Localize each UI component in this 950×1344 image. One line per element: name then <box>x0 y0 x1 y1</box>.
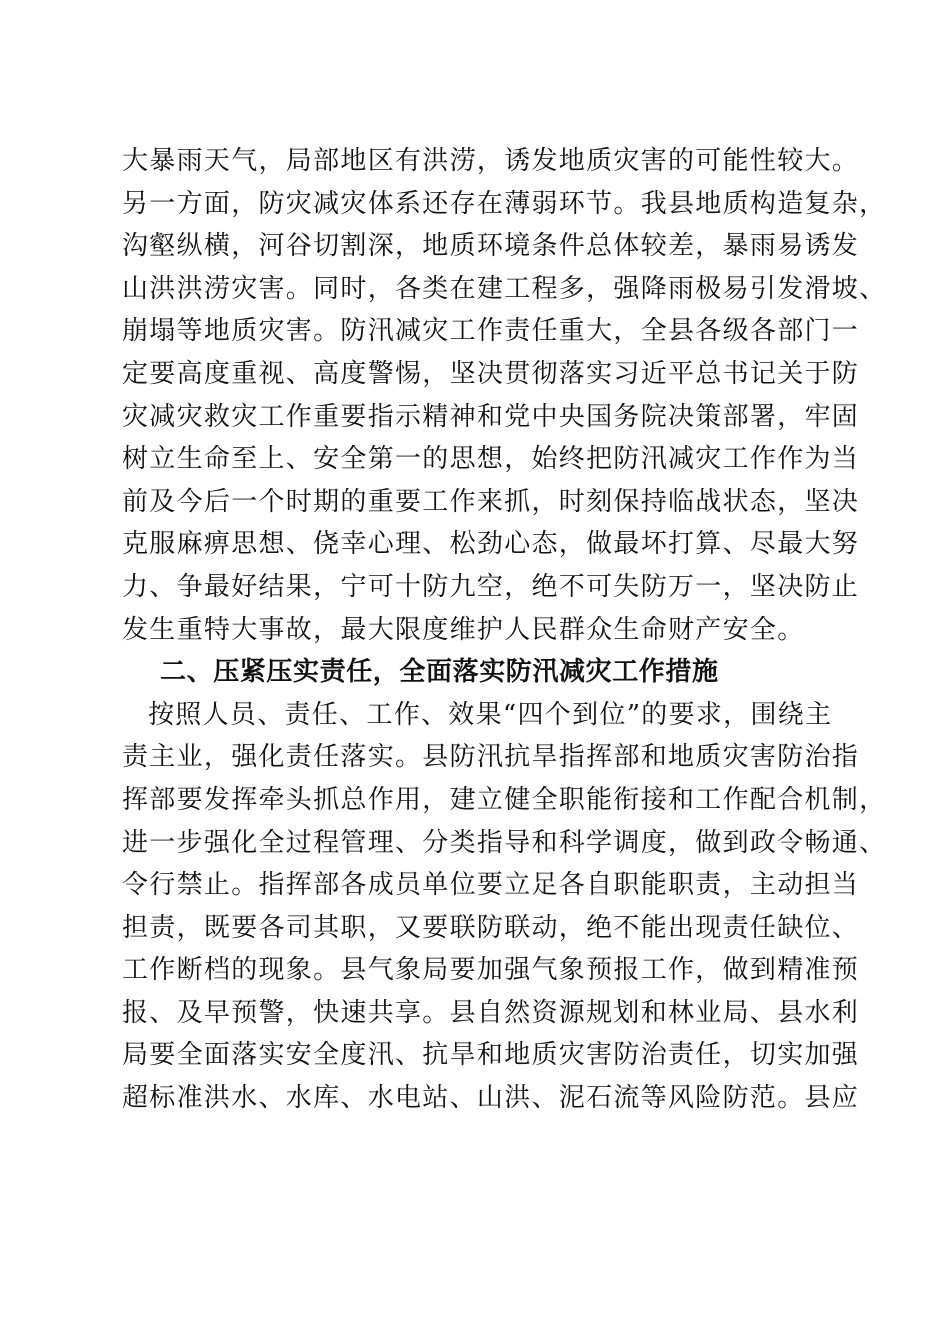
paragraph-line: 克服麻痹思想、侥幸心理、松劲心态，做最坏打算、尽最大努 <box>122 529 860 560</box>
paragraph-line: 挥部要发挥牵头抓总作用，建立健全职能衔接和工作配合机制， <box>122 784 887 815</box>
paragraph-line: 进一步强化全过程管理、分类指导和科学调度，做到政令畅通、 <box>122 827 887 858</box>
paragraph-line: 树立生命至上、安全第一的思想，始终把防汛减灾工作作为当 <box>122 444 860 475</box>
paragraph-line: 灾减灾救灾工作重要指示精神和党中央国务院决策部署，牢固 <box>122 401 860 432</box>
paragraph-line: 担责，既要各司其职，又要联防联动，绝不能出现责任缺位、 <box>122 912 860 943</box>
paragraph-line: 山洪洪涝灾害。同时，各类在建工程多，强降雨极易引发滑坡、 <box>122 273 887 304</box>
paragraph-line: 发生重特大事故，最大限度维护人民群众生命财产安全。 <box>122 614 805 645</box>
paragraph-line: 定要高度重视、高度警惕，坚决贯彻落实习近平总书记关于防 <box>122 358 860 389</box>
section-heading: 二、压紧压实责任，全面落实防汛减灾工作措施 <box>160 657 719 688</box>
paragraph-line: 沟壑纵横，河谷切割深，地质环境条件总体较差，暴雨易诱发 <box>122 231 860 262</box>
paragraph-line: 按照人员、责任、工作、效果“四个到位”的要求，围绕主 <box>148 699 833 730</box>
paragraph-line: 局要全面落实安全度汛、抗旱和地质灾害防治责任，切实加强 <box>122 1040 860 1071</box>
paragraph-line: 崩塌等地质灾害。防汛减灾工作责任重大，全县各级各部门一 <box>122 316 860 347</box>
paragraph-line: 大暴雨天气，局部地区有洪涝，诱发地质灾害的可能性较大。 <box>122 146 860 176</box>
paragraph-line: 报、及早预警，快速共享。县自然资源规划和林业局、县水利 <box>122 997 860 1028</box>
paragraph-line: 令行禁止。指挥部各成员单位要立足各自职能职责，主动担当 <box>122 870 860 901</box>
paragraph-line: 力、争最好结果，宁可十防九空，绝不可失防万一，坚决防止 <box>122 571 860 602</box>
paragraph-line: 超标准洪水、水库、水电站、山洪、泥石流等风险防范。县应 <box>122 1083 860 1114</box>
paragraph-line: 另一方面，防灾减灾体系还存在薄弱环节。我县地质构造复杂， <box>122 188 887 219</box>
paragraph-line: 责主业，强化责任落实。县防汛抗旱指挥部和地质灾害防治指 <box>122 742 860 773</box>
document-body <box>122 140 887 1120</box>
paragraph-line: 工作断档的现象。县气象局要加强气象预报工作，做到精准预 <box>122 955 860 986</box>
paragraph-line: 前及今后一个时期的重要工作来抓，时刻保持临战状态，坚决 <box>122 486 860 517</box>
